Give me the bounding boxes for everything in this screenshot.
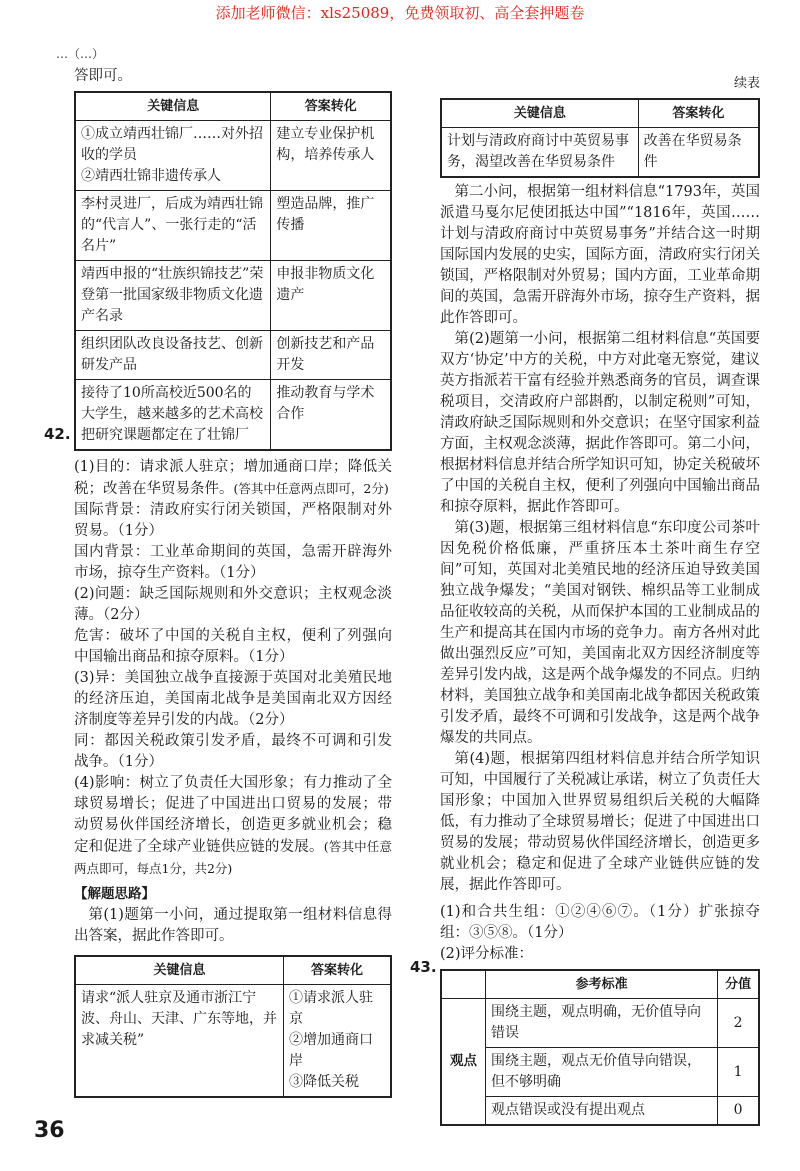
table-cell: 塑造品牌，推广传播 [271,191,391,261]
table-cell: 创新技艺和产品开发 [271,331,391,380]
table-row [75,121,391,191]
analysis-paragraph: 第(3)题，根据第三组材料信息“东印度公司茶叶因免税价格低廉，严重挤压本土茶叶商生存空间”可知，英国对北美殖民地的经济压迫导致美国独立战争爆发；“美国对钢铁、棉织品等工业制成品征收较高的关税，从而保护本国的工业制成品的生产和提高其在国内市场的竞争力。南方各州对此做出强烈反应”可知，美国南北双方因经济制度等差异引发内战，这是两个战争爆发的不同点。归纳材料，美国独立战争和美国南北战争都因关税政策引发矛盾，最终不可调和引发战争，这是两个战争爆发的共同点。 [440,520,760,746]
table-header: 关键信息 [441,99,638,128]
solve-text: 第(1)题第一小问，通过提取第一组材料信息得出答案，据此作答即可。 [74,907,392,944]
q42-line: 国际背景：清政府实行闭关锁国，严格限制对外贸易。（1分） [74,502,392,539]
table-side-label: 观点 [441,999,486,1126]
table-cell: 建立专业保护机构，培养传承人 [271,121,391,191]
analysis-text [440,182,760,896]
table-cell: 0 [718,1097,759,1126]
table-header: 参考标准 [486,970,718,999]
table-row [441,128,759,178]
table-cell: 推动教育与学术合作 [271,380,391,451]
table-cell: 组织团队改良设备技艺、创新研发产品 [75,331,271,380]
q43-line: (2)评分标准： [440,946,534,962]
table-header [441,970,486,999]
table-cell: 请求“派人驻京及通市浙江宁波、舟山、天津、广东等地，并求减关税” [75,985,284,1098]
q42-line: (3)异：美国独立战争直接源于英国对北美殖民地的经济压迫，美国南北战争是美国南北双方因经济制度等差异引发的内战。（2分） [74,670,392,728]
table-row [75,380,391,451]
page-number: 36 [34,1118,65,1143]
table-cell: ①请求派人驻京 ②增加通商口岸 ③降低关税 [284,985,391,1098]
table-header: 答案转化 [638,99,759,128]
promo-banner: 添加老师微信：xls25089，免费领取初、高全套押题卷 [215,4,585,22]
table-cell: 观点错误或没有提出观点 [486,1097,718,1126]
table-header: 答案转化 [284,956,391,985]
table-row [75,261,391,331]
table-header: 答案转化 [271,92,391,121]
table-header: 关键信息 [75,956,284,985]
key-info-table-2 [74,955,392,1098]
table-cell: 改善在华贸易条件 [638,128,759,178]
q42-line: 同：都因关税政策引发矛盾，最终不可调和引发战争。（1分） [74,733,392,770]
table-header: 分值 [718,970,759,999]
table-row [75,191,391,261]
intro-text: 答即可。 [74,68,132,84]
table-cell: ①成立靖西壮锦厂……对外招收的学员 ②靖西壮锦非遗传承人 [75,121,271,191]
right-column [440,73,760,1126]
q43-line: (1)和合共生组：①②④⑥⑦。（1分）扩张掠夺组：③⑤⑧。（1分） [440,904,760,941]
analysis-paragraph: 第(4)题，根据第四组材料信息并结合所学知识可知，中国履行了关税减让承诺，树立了负责任大国形象；中国加入世界贸易组织后关税的大幅降低，有力推动了全球贸易增长；促进了中国进出口贸易的发展；带动贸易伙伴国经济增长，创造更多就业机会；稳定和促进了全球产业链供应链的发展，据此作答即可。 [440,751,760,893]
q42-line: (4)影响：树立了负责任大国形象；有力推动了全球贸易增长；促进了中国进出口贸易的发展；带动贸易伙伴国经济增长，创造更多就业机会；稳定和促进了全球产业链供应链的发展。(答其中任意两点即可，每点1分，共2分) [74,775,392,876]
table-cell: 2 [718,999,759,1048]
table-row [441,1048,759,1097]
solve-heading: 【解题思路】 [74,886,155,902]
table-cell: 围绕主题，观点无价值导向错误，但不够明确 [486,1048,718,1097]
question-42 [74,457,392,880]
table-row [75,331,391,380]
table-row [441,999,759,1048]
q42-line: 危害：破坏了中国的关税自主权，便利了列强向中国输出商品和掠夺原料。（1分） [74,628,392,665]
table-cell: 计划与清政府商讨中英贸易事务，渴望改善在华贸易条件 [441,128,638,178]
table-header: 关键信息 [75,92,271,121]
key-info-table-1 [74,91,392,451]
question-number-42: 42. [44,425,71,443]
q42-line: (2)问题：缺乏国际规则和外交意识；主权观念淡薄。（2分） [74,586,392,623]
scoring-table [440,969,760,1126]
q42-line: 国内背景：工业革命期间的英国，急需开辟海外市场，掠夺生产资料。（1分） [74,544,392,581]
table-cell: 申报非物质文化遗产 [271,261,391,331]
corner-text: …（…） [56,47,105,61]
table-row [441,1097,759,1126]
table-cell: 靖西申报的“壮族织锦技艺”荣登第一批国家级非物质文化遗产名录 [75,261,271,331]
q42-line: (1)目的：请求派人驻京；增加通商口岸；降低关税；改善在华贸易条件。(答其中任意两点即可，2分) [74,459,392,497]
analysis-paragraph: 第(2)题第一小问，根据第二组材料信息“英国要双方‘协定’中方的关税，中方对此毫无察觉，建议英方指派若干富有经验并熟悉商务的官员，调查课税项目，交清政府户部斟酌，以制定税则”可知，清政府缺乏国际规则和外交意识；在坚守国家利益方面，主权观念淡薄，据此作答即可。第二小问，根据材料信息并结合所学知识可知，协定关税破坏了中国的关税自主权，便利了列强向中国输出商品和掠夺原料，据此作答即可。 [440,331,760,515]
question-number-43: 43. [410,958,437,976]
table-cell: 接待了10所高校近500名的大学生，越来越多的艺术高校把研究课题都定在了壮锦厂 [75,380,271,451]
table-cell: 1 [718,1048,759,1097]
table-cell: 围绕主题，观点明确，无价值导向错误 [486,999,718,1048]
question-43 [440,902,760,965]
continued-label: 续表 [733,76,760,91]
left-column [74,66,392,1098]
table-row [75,985,391,1098]
key-info-table-3 [440,98,760,178]
analysis-paragraph: 第二小问，根据第一组材料信息“1793年，英国派遣马戛尔尼使团抵达中国”“1816年，英国……计划与清政府商讨中英贸易事务”并结合这一时期国际国内发展的史实，国际方面，清政府实行闭关锁国，严格限制对外贸易；国内方面，工业革命期间的英国，急需开辟海外市场，掠夺生产资料，据此作答即可。 [440,184,760,326]
table-cell: 李村灵进厂，后成为靖西壮锦的“代言人”、一张行走的“活名片” [75,191,271,261]
